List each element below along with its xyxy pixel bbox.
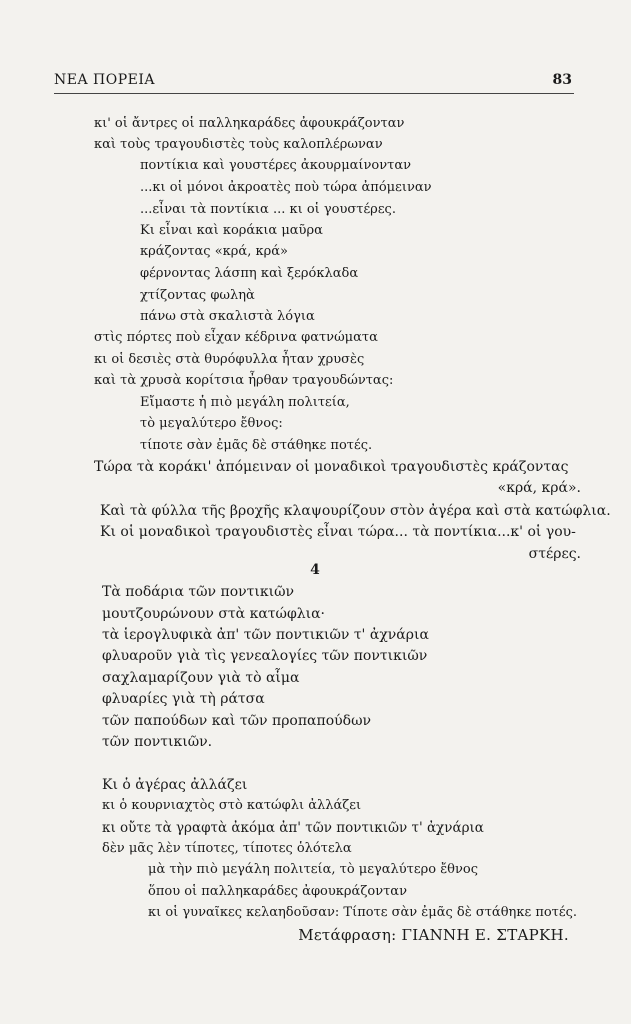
poem-line: κι οἱ γυναῖκες κελαηδοῦσαν: Τίποτε σὰν ἐμᾶς δὲ στάθηκε ποτές. <box>148 905 578 920</box>
poem-line: κράζοντας «κρά, κρά» <box>140 244 288 259</box>
poem-line: ...εἶναι τὰ ποντίκια ... κι οἱ γουστέρες. <box>140 202 396 217</box>
poem-line: ποντίκια καὶ γουστέρες ἀκουρμαίνονταν <box>140 158 412 173</box>
poem-line: Καὶ τὰ φύλλα τῆς βροχῆς κλαψουρίζουν στὸν ἀγέρα καὶ στὰ κατώφλια. <box>100 503 611 519</box>
poem-line: τῶν παπούδων καὶ τῶν προπαπούδων <box>102 713 372 729</box>
running-header <box>54 72 574 94</box>
poem-line: φέρνοντας λάσπη καὶ ξερόκλαδα <box>140 266 359 281</box>
poem-line: κι οἱ δεσιὲς στὰ θυρόφυλλα ἦταν χρυσὲς <box>94 352 365 367</box>
poem-line: Κι ὁ ἀγέρας ἀλλάζει <box>102 777 248 793</box>
header-rule <box>54 93 574 94</box>
poem-line: σαχλαμαρίζουν γιὰ τὸ αἷμα <box>102 670 300 686</box>
poem-line: μουτζουρώνουν στὰ κατώφλια· <box>102 606 326 622</box>
poem-line: καὶ τοὺς τραγουδιστὲς τοὺς καλοπλέρωναν <box>94 137 383 152</box>
poem-line: φλυαροῦν γιὰ τὶς γενεαλογίες τῶν ποντικιῶν <box>102 648 428 664</box>
translator-credit: Μετάφραση: ΓΙΑΝΝΗ Ε. ΣΤΑΡΚΗ. <box>298 926 569 944</box>
poem-line: τίποτε σὰν ἐμᾶς δὲ στάθηκε ποτές. <box>140 438 373 453</box>
poem-line: μὰ τὴν πιὸ μεγάλη πολιτεία, τὸ μεγαλύτερο ἔθνος <box>148 862 479 877</box>
page-number: 83 <box>552 72 572 88</box>
poem-line: «κρά, κρά». <box>497 480 581 496</box>
poem-line: κι οὔτε τὰ γραφτὰ ἀκόμα ἀπ' τῶν ποντικιῶν τ' ἀχνάρια <box>102 820 484 836</box>
poem-line: Τώρα τὰ κοράκι' ἀπόμειναν οἱ μοναδικοὶ τραγουδιστὲς κράζοντας <box>94 459 569 475</box>
poem-line: στὶς πόρτες ποὺ εἶχαν κέδρινα φατνώματα <box>94 330 378 345</box>
poem-line: τὸ μεγαλύτερο ἔθνος: <box>140 416 283 431</box>
poem-line: τὰ ἱερογλυφικὰ ἀπ' τῶν ποντικιῶν τ' ἀχνάρια <box>102 627 429 643</box>
poem-line: στέρες. <box>528 546 581 562</box>
poem-line: φλυαρίες γιὰ τὴ ράτσα <box>102 691 265 707</box>
poem-line: πάνω στὰ σκαλιστὰ λόγια <box>140 309 315 324</box>
journal-title: ΝΕΑ ΠΟΡΕΙΑ <box>54 72 155 88</box>
poem-line: κι' οἱ ἄντρες οἱ παλληκαράδες ἀφουκράζονταν <box>94 116 405 131</box>
poem-line: τῶν ποντικιῶν. <box>102 734 213 750</box>
poem-line: ...κι οἱ μόνοι ἀκροατὲς ποὺ τώρα ἀπόμειναν <box>140 180 432 195</box>
poem-line: κι ὁ κουρνιαχτὸς στὸ κατώφλι ἀλλάζει <box>102 798 362 813</box>
poem-line: Εἴμαστε ἡ πιὸ μεγάλη πολιτεία, <box>140 395 350 410</box>
poem-line: Κι εἶναι καὶ κοράκια μαῦρα <box>140 223 323 238</box>
poem-line: ὅπου οἱ παλληκαράδες ἀφουκράζονταν <box>148 884 407 899</box>
section-number: 4 <box>310 562 320 578</box>
poem-line: Τὰ ποδάρια τῶν ποντικιῶν <box>102 584 295 600</box>
poem-line: δὲν μᾶς λὲν τίποτες, τίποτες ὁλότελα <box>102 841 352 856</box>
poem-line: χτίζοντας φωληὰ <box>140 288 255 303</box>
poem-line: Κι οἱ μοναδικοὶ τραγουδιστὲς εἶναι τώρα... τὰ ποντίκια...κ' οἱ γου- <box>100 524 576 540</box>
poem-line: καὶ τὰ χρυσὰ κορίτσια ἦρθαν τραγουδώντας: <box>94 373 394 388</box>
